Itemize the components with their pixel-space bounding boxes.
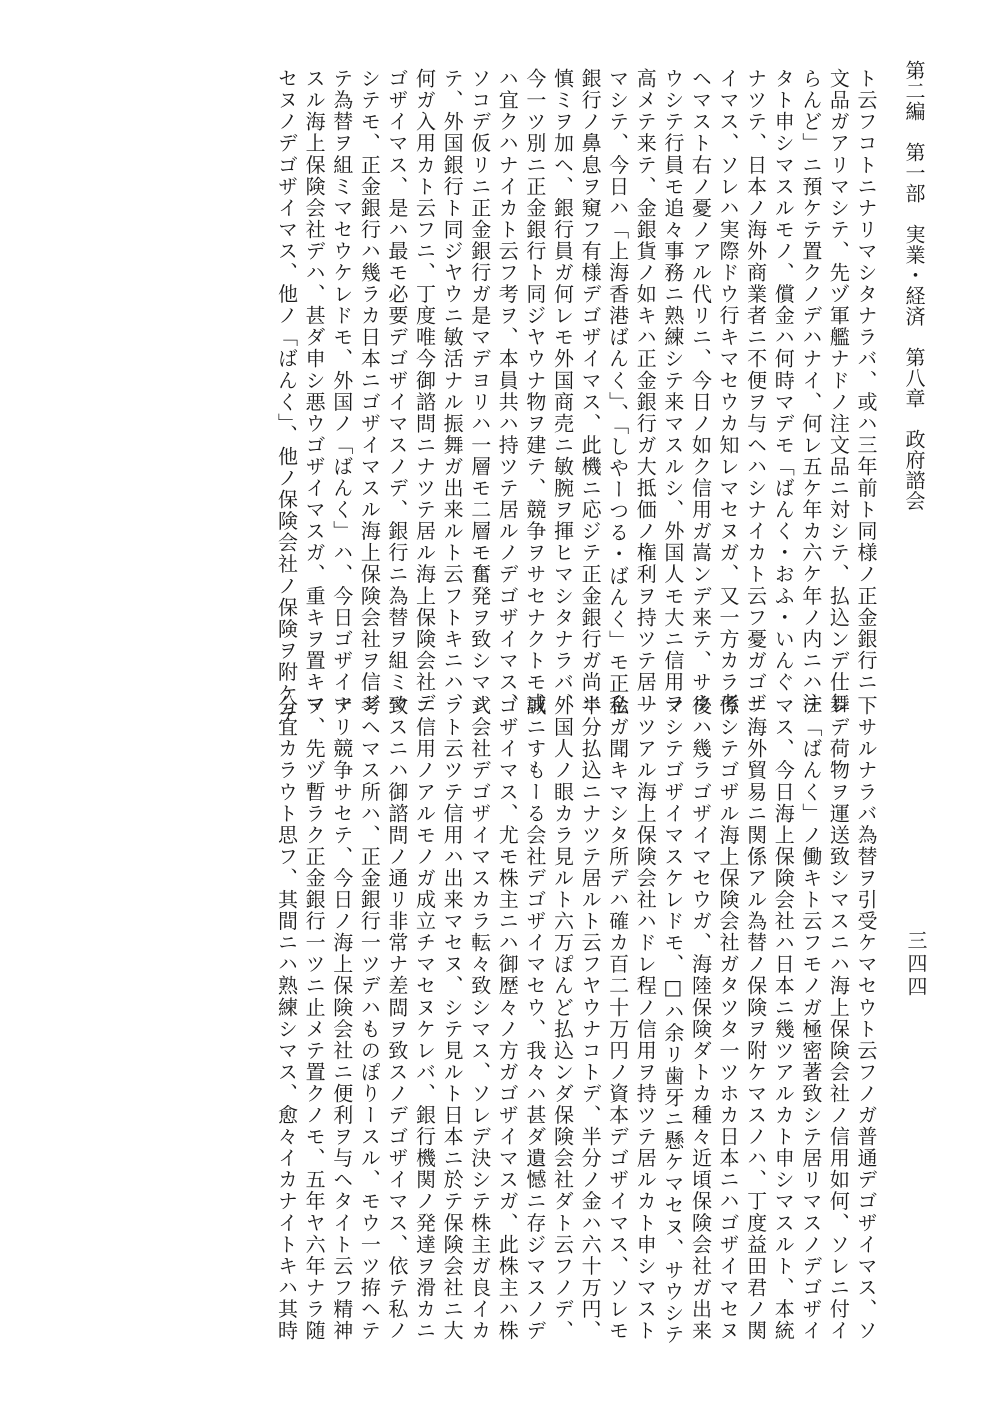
text-column: ヘマスト右ノ憂ノアル代リニ、今日ノ如ク信用ガ嵩ンデ来テ、サウ bbox=[688, 68, 713, 715]
text-column: スル海上保険会社デハ、甚ダ申シ悪ウゴザイマスガ、重キヲ置キマ bbox=[302, 68, 327, 715]
text-column: 考ヘマス所ハ、正金銀行一ツデハものぽりースル、モウ一ツ拵ヘテ bbox=[357, 695, 382, 1342]
text-column: 誠ニすもーる会社デゴザイマセウ、我々ハ甚ダ遺憾ニ存ジマスノデ bbox=[522, 695, 547, 1342]
text-column: らんど」ニ預ケテ置クノデハナイ、何レ五ケ年カ六ケ年ノ内ニハ注 bbox=[798, 68, 823, 715]
text-column: マシテゴザイマスケレドモ、□ハ余リ歯牙ニ懸ケマセヌ、サウシテ bbox=[660, 695, 685, 1346]
text-column: ト云フコトニナリマシタナラバ、或ハ三年前ト同様ノ正金銀行ニ bbox=[854, 68, 878, 693]
text-column: ヲ、先ヅ暫ラク正金銀行一ツニ止メテ置クノモ、五年ヤ六年ナラ随 bbox=[302, 695, 327, 1342]
text-column: 半分払込ニナツテ居ルト云フヤウナコトデ、半分ノ金ハ六十万円、 bbox=[578, 695, 603, 1342]
running-header: 第二編 第一部 実業・経済 第八章 政府諮会 bbox=[902, 60, 926, 511]
text-column: 後ハ幾ラゴザイマセウガ、海陸保険ダトカ種々近頃保険会社ガ出来 bbox=[688, 695, 713, 1342]
text-block-lower bbox=[272, 695, 879, 1346]
text-column: 文品ガアリマシテ、先ヅ軍艦ナドノ注文品ニ対シテ、払込ンデ仕舞 bbox=[826, 68, 851, 715]
text-column: ゴザイマス、是ハ最モ必要デゴザイマスノデ、銀行ニ為替ヲ組ミマ bbox=[384, 68, 409, 715]
text-column: 一ツアル海上保険会社ハドレ程ノ信用ヲ持ツテ居ルカト申シマスト bbox=[633, 695, 658, 1342]
text-column: レデ荷物ヲ運送致シマスニハ海上保険会社ノ信用如何、ソレニ付イ bbox=[826, 695, 851, 1342]
text-column: テ「ばんく」ノ働キト云フモノガ極密著致シテ居リマスノデゴザイ bbox=[798, 695, 823, 1342]
text-column: マシテ、今日ハ「上海香港ばんく」、「しやーつる・ばんく」モ正金 bbox=[605, 68, 630, 717]
text-column: 私ガ聞キマシタ所デハ確カ百二十万円ノ資本デゴザイマス、ソレモ bbox=[605, 695, 630, 1342]
text-column: 式会社デゴザイマスカラ転々致シマス、ソレデ決シテ株主ガ良イカ bbox=[467, 695, 492, 1342]
text-column: ハ宜クハナイカト云フ考ヲ、本員共ハ持ツテ居ルノデゴザイマス、 bbox=[495, 68, 520, 715]
text-block-upper bbox=[272, 68, 879, 727]
text-column: 今一ツ別ニ正金銀行ト同ジヤウナ物ヲ建テ、競争ヲサセナクトモ或 bbox=[522, 68, 547, 715]
text-column: 下サルナラバ為替ヲ引受ケマセウト云フノガ普通デゴザイマス、ソ bbox=[854, 695, 878, 1342]
text-column: テ、外国銀行ト同ジヤウニ敏活ナル振舞ガ出来ルト云フトキニハ、 bbox=[440, 68, 465, 715]
text-column: ラト云ツテ信用ハ出来マセヌ、シテ見ルト日本ニ於テ保険会社ニ大 bbox=[440, 695, 465, 1342]
text-column: ナリ競争サセテ、今日ノ海上保険会社ニ便利ヲ与ヘタイト云フ精神 bbox=[329, 695, 354, 1342]
text-column: セヌノデゴザイマス、他ノ「ばんく」、他ノ保険会社ノ保険ヲ附ケテ bbox=[274, 68, 299, 727]
text-column: ゴザイマス、尤モ株主ニハ御歴々ノ方ガゴザイマスガ、此株主ハ株 bbox=[495, 695, 520, 1342]
text-column: ナツテ、日本ノ海外商業者ニ不便ヲ与ヘハシナイカト云フ憂ガゴザ bbox=[743, 68, 768, 715]
text-column: 高メテ来テ、金銀貨ノ如キハ正金銀行ガ大抵価ノ権利ヲ持ツテ居リ bbox=[633, 68, 658, 715]
text-column: ウシテ行員モ追々事務ニ熟練シテ来マスルシ、外国人モ大ニ信用ヲ bbox=[660, 68, 685, 715]
text-column: ニ信用ノアルモノガ成立チマセヌケレバ、銀行機関ノ発達ヲ滑カニ bbox=[412, 695, 437, 1342]
text-column: 慎ミヲ加ヘ、銀行員ガ何レモ外国商売ニ敏腕ヲ揮ヒマシタナラバ、 bbox=[550, 68, 575, 715]
text-column: シテモ、正金銀行ハ幾ラカ日本ニゴザイマスル海上保険会社ヲ信ジ bbox=[357, 68, 382, 715]
text-column: テ為替ヲ組ミマセウケレドモ、外国ノ「ばんく」ハ、今日ゴザイマ bbox=[329, 68, 354, 715]
text-column: 何ガ入用カト云フニ、丁度唯今御諮問ニナツテ居ル海上保険会社デ bbox=[412, 68, 437, 715]
text-column: 係シテゴザル海上保険会社ガタツタ一ツホカ日本ニハゴザイマセヌ bbox=[716, 695, 741, 1342]
text-column: 外国人ノ眼カラ見ルト六万ぽんど払込ンダ保険会社ダト云フノデ、 bbox=[550, 695, 575, 1342]
page-number: 三四四 bbox=[904, 930, 928, 999]
text-column: 致スニハ御諮問ノ通リ非常ナ差閊ヲ致スノデゴザイマス、依テ私ノ bbox=[384, 695, 409, 1342]
text-column: 分宜カラウト思フ、其間ニハ熟練シマス、愈々イカナイトキハ其時 bbox=[274, 695, 299, 1342]
text-column: ソコデ仮リニ正金銀行ガ是マデヨリハ一層モ二層モ奮発ヲ致シマシ bbox=[467, 68, 492, 715]
text-column: タト申シマスルモノ、償金ハ何時マデモ「ばんく・おふ・いんぐ bbox=[771, 68, 796, 693]
text-column: ニ海外貿易ニ関係アル為替ノ保険ヲ附ケマスノハ、丁度益田君ノ関 bbox=[743, 695, 768, 1342]
text-column: マス、今日海上保険会社ハ日本ニ幾ツアルカト申シマスルト、本統 bbox=[771, 695, 796, 1342]
text-column: イマス、ソレハ実際ドウ行キマセウカ知レマセヌガ、又一方カラ考 bbox=[716, 68, 741, 715]
text-column: 銀行ノ鼻息ヲ窺フ有様デゴザイマス、此機ニ応ジテ正金銀行ガ尚ホ bbox=[578, 68, 603, 715]
